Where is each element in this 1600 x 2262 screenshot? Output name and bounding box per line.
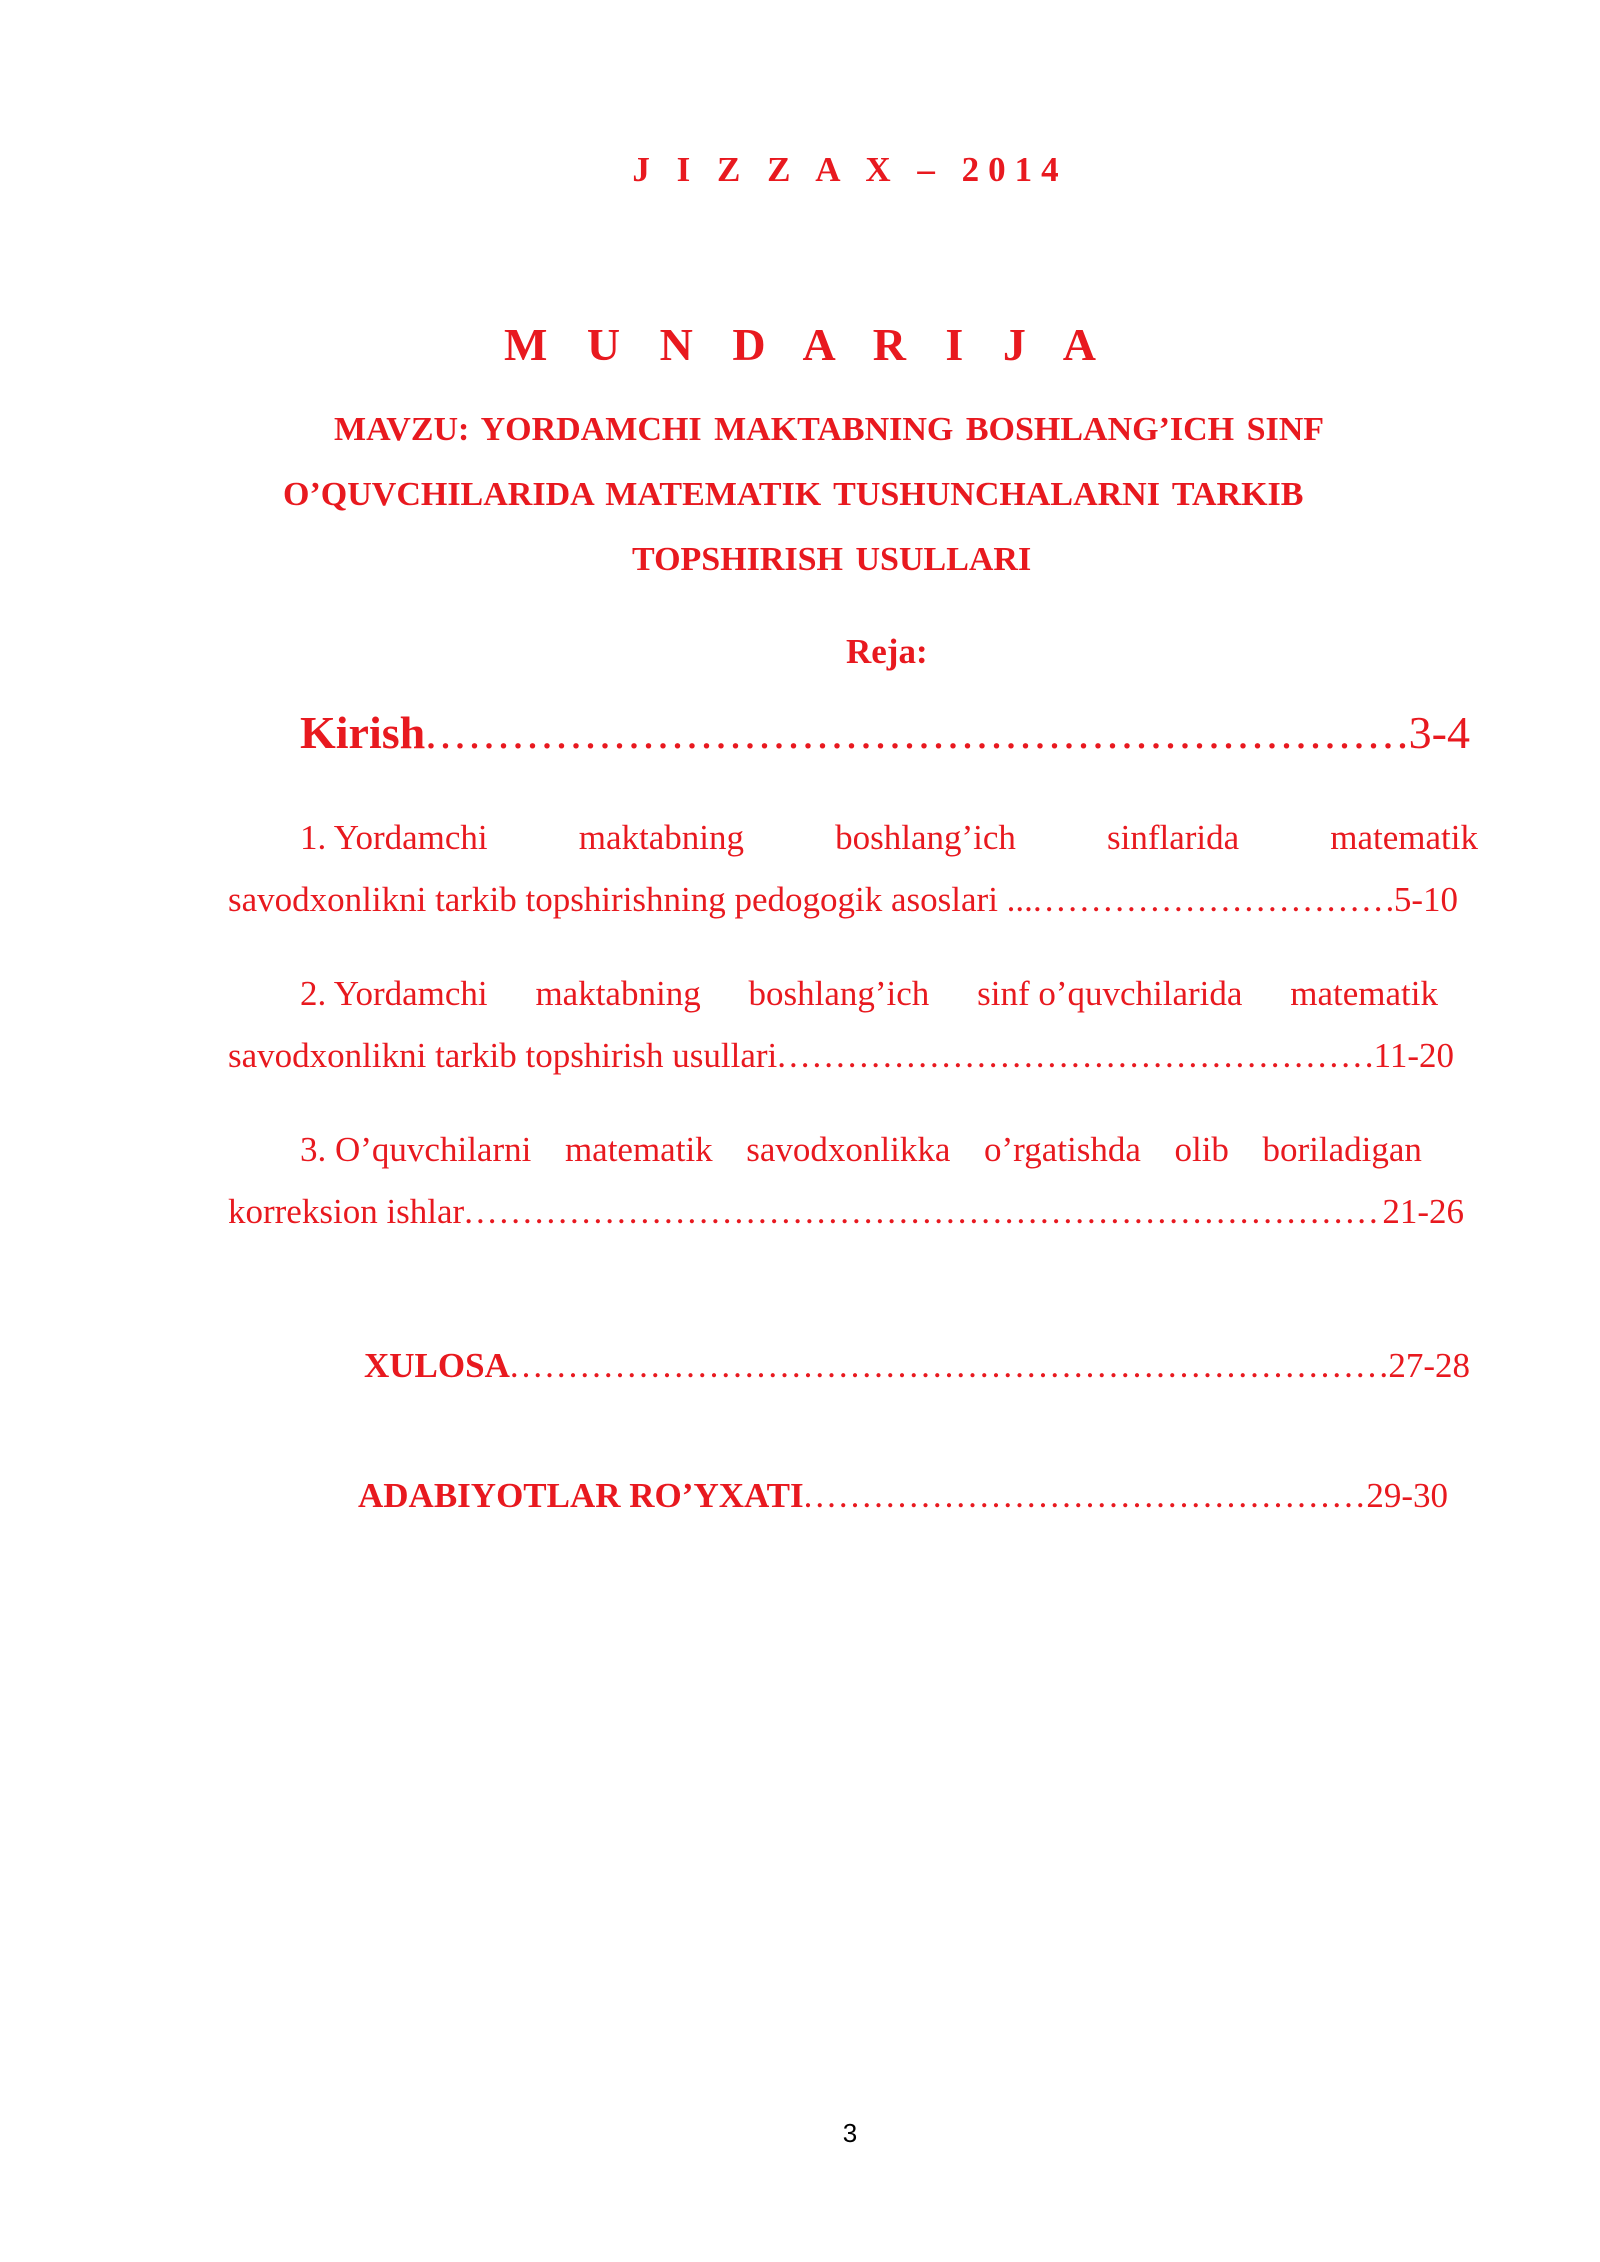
word: olib	[1174, 1130, 1229, 1169]
toc-entry-label: ADABIYOTLAR RO’YXATI	[358, 1476, 804, 1515]
contents-heading: M U N D A R I J A	[503, 319, 1111, 370]
topic-line-3: TOPSHIRISH USULLARI	[632, 541, 1032, 578]
toc-entry-pages: 5-10	[1393, 880, 1458, 919]
page-number: 3	[842, 2118, 858, 2148]
toc-entry-pages: 3-4	[1408, 707, 1470, 758]
word: matematik	[564, 1130, 713, 1169]
dot-leader	[464, 1192, 1382, 1232]
dot-leader	[425, 706, 1408, 759]
word: maktabning	[535, 974, 701, 1013]
word: boshlang’ich	[835, 818, 1016, 857]
toc-entry-label: korreksion ishlar	[228, 1192, 465, 1231]
toc-entry-pages: 11-20	[1373, 1036, 1454, 1075]
toc-entry-pages: 21-26	[1382, 1192, 1464, 1231]
word: matematik	[1330, 818, 1478, 857]
word: 1. Yordamchi	[300, 818, 488, 857]
word: 2. Yordamchi	[300, 974, 488, 1013]
toc-item-1-line-2	[228, 880, 1458, 920]
dot-leader	[1033, 880, 1394, 920]
word: boriladigan	[1262, 1130, 1422, 1169]
word: sinflarida	[1106, 818, 1240, 857]
toc-entry-intro	[300, 706, 1470, 759]
toc-entry-pages: 27-28	[1388, 1346, 1470, 1385]
word: matematik	[1290, 974, 1438, 1013]
toc-item-3-line-1	[300, 1130, 1422, 1170]
topic-line-2: O’QUVCHILARIDA MATEMATIK TUSHUNCHALARNI TARKIB	[283, 476, 1304, 513]
toc-item-3-line-2	[228, 1192, 1464, 1232]
toc-entry-label: XULOSA	[364, 1346, 510, 1385]
dot-leader	[777, 1036, 1373, 1076]
toc-entry-pages: 29-30	[1366, 1476, 1448, 1515]
toc-entry-label: Kirish	[300, 707, 426, 758]
toc-item-2-line-2	[228, 1036, 1454, 1076]
word: o’rgatishda	[984, 1130, 1141, 1169]
plan-label: Reja:	[846, 632, 928, 671]
city-year-header: J I Z Z A X – 2014	[632, 150, 1068, 189]
word: maktabning	[578, 818, 744, 857]
topic-line-1: MAVZU: YORDAMCHI MAKTABNING BOSHLANG’ICH SINF	[334, 411, 1325, 448]
toc-entry-references	[358, 1476, 1448, 1516]
dot-leader	[804, 1476, 1367, 1516]
word: savodxonlikka	[746, 1130, 951, 1169]
dot-leader	[510, 1346, 1388, 1386]
toc-item-1-line-1	[300, 818, 1478, 858]
toc-entry-conclusion	[364, 1346, 1470, 1386]
word: 3. O’quvchilarni	[300, 1130, 532, 1169]
word: sinf o’quvchilarida	[977, 974, 1243, 1013]
toc-entry-label: savodxonlikni tarkib topshirishning pedogogik asoslari ...	[228, 880, 1033, 919]
toc-item-2-line-1	[300, 974, 1438, 1014]
toc-entry-label: savodxonlikni tarkib topshirish usullari	[228, 1036, 778, 1075]
word: boshlang’ich	[748, 974, 930, 1013]
